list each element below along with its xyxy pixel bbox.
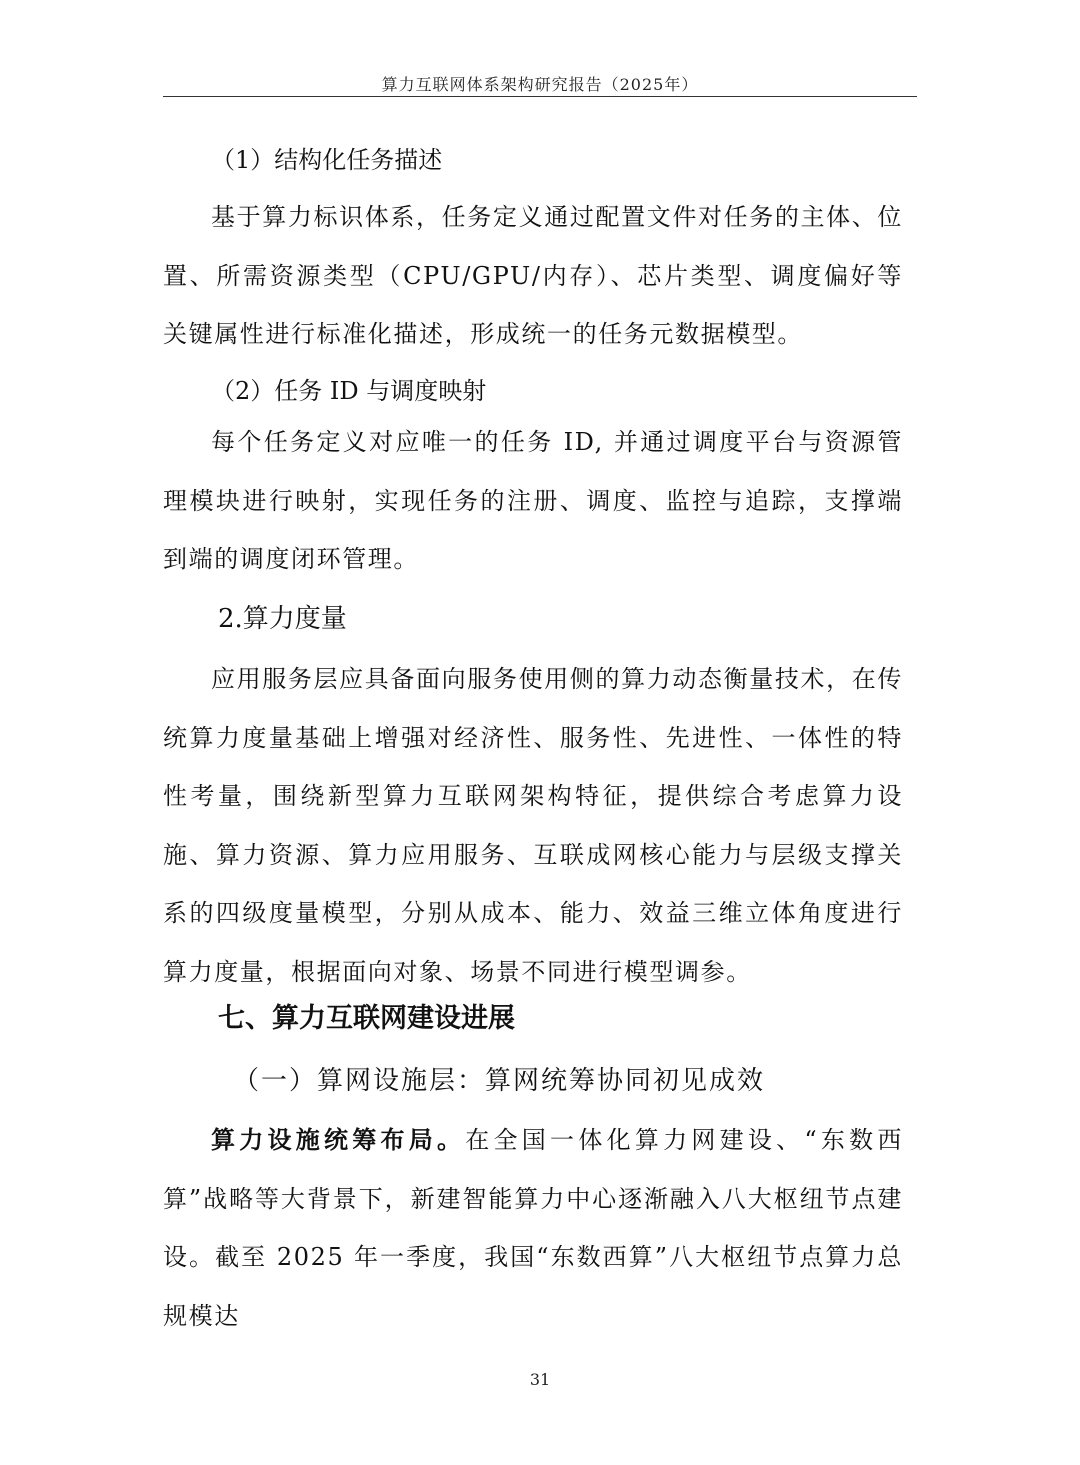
- item1-paragraph: 基于算力标识体系，任务定义通过配置文件对任务的主体、位置、所需资源类型（CPU/GPU/内存）、芯片类型、调度偏好等关键属性进行标准化描述，形成统一的任务元数据模型。: [163, 203, 903, 348]
- section-heading-measure: 2.算力度量: [218, 604, 347, 634]
- subsection-heading: （一）算网设施层：算网统筹协同初见成效: [233, 1066, 766, 1096]
- chapter-heading: 七、算力互联网建设进展: [218, 1003, 515, 1034]
- page-header: 算力互联网体系架构研究报告（2025年）: [381, 75, 699, 94]
- item2-heading: （2）任务 ID 与调度映射: [211, 377, 487, 405]
- header-divider: [163, 96, 917, 97]
- page-number: 31: [529, 1370, 551, 1389]
- item1-heading: （1）结构化任务描述: [211, 146, 443, 174]
- measure-paragraph: 应用服务层应具备面向服务使用侧的算力动态衡量技术，在传统算力度量基础上增强对经济性、服务性、先进性、一体性的特性考量，围绕新型算力互联网架构特征，提供综合考虑算力设施、算力资源、算力应用服务、互联成网核心能力与层级支撑关系的四级度量模型，分别从成本、能力、效益三维立体角度进行算力度量，根据面向对象、场景不同进行模型调参。: [163, 665, 903, 986]
- infrastructure-paragraph: [163, 1111, 903, 1345]
- item2-paragraph: 每个任务定义对应唯一的任务 ID, 并通过调度平台与资源管理模块进行映射，实现任务的注册、调度、监控与追踪，支撑端到端的调度闭环管理。: [163, 428, 903, 573]
- paragraph-body: 在全国一体化算力网建设、“东数西算”战略等大背景下，新建智能算力中心逐渐融入八大枢纽节点建设。截至 2025 年一季度，我国“东数西算”八大枢纽节点算力总规模达: [163, 1126, 903, 1330]
- paragraph-lead: 算力设施统筹布局。: [211, 1126, 466, 1154]
